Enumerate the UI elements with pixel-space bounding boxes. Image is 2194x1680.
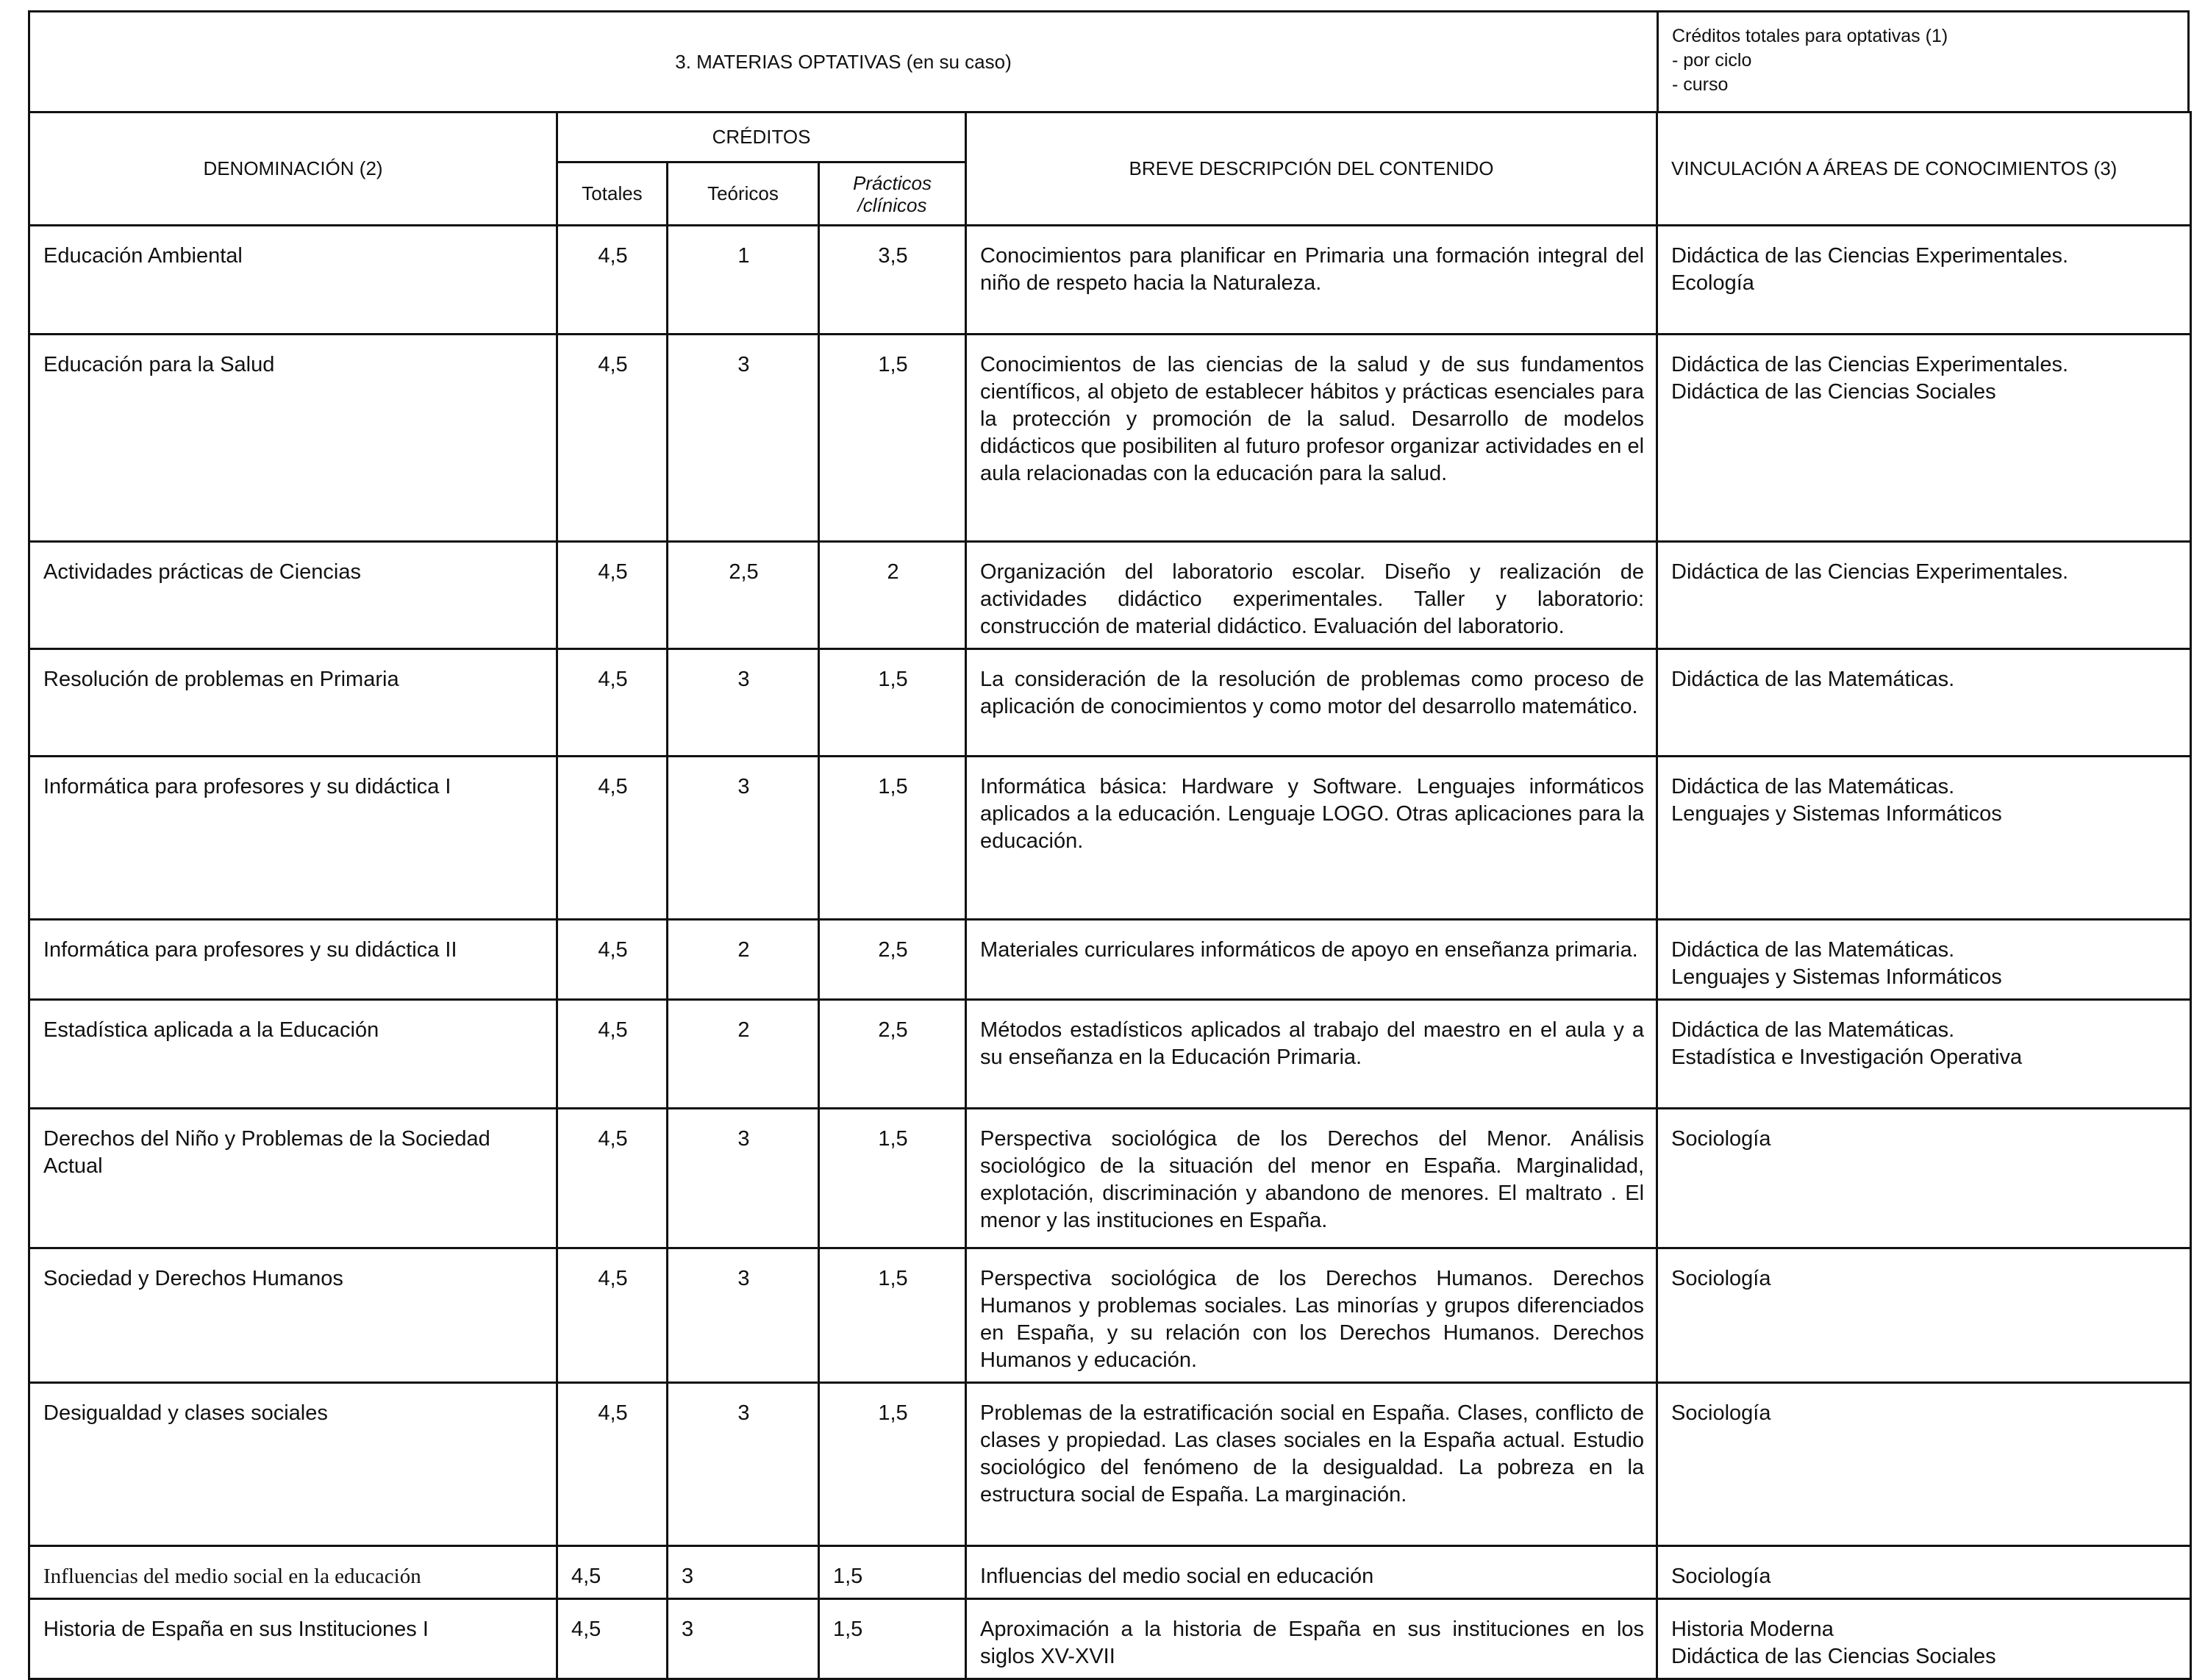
area-item: Ecología <box>1671 271 1754 295</box>
table-row <box>29 649 2191 757</box>
descripcion-contenido: Organización del laboratorio escolar. Diseño y realización de actividades didáctico experimentales. Taller y laboratorio: construcción de material didáctico. Evaluación del laboratorio. <box>966 542 1657 649</box>
descripcion-contenido: Materiales curriculares informáticos de apoyo en enseñanza primaria. <box>966 920 1657 1000</box>
creditos-practicos: 2 <box>819 542 966 649</box>
area-item: Sociología <box>1671 1565 1771 1588</box>
table-row <box>29 1599 2191 1679</box>
creditos-totales: 4,5 <box>557 1599 668 1679</box>
area-item: Didáctica de las Ciencias Experimentales. <box>1671 244 2069 268</box>
table-row <box>29 1546 2191 1599</box>
header-practicos-line1: Prácticos <box>853 171 932 194</box>
creditos-totales: 4,5 <box>557 542 668 649</box>
creditos-teoricos: 2,5 <box>668 542 819 649</box>
area-item: Didáctica de las Ciencias Experimentales. <box>1671 353 2069 376</box>
areas-conocimiento <box>1657 757 2191 920</box>
creditos-teoricos: 3 <box>668 757 819 920</box>
materia-name: Educación Ambiental <box>29 226 557 335</box>
areas-conocimiento <box>1657 335 2191 542</box>
section-title: 3. MATERIAS OPTATIVAS (en su caso) <box>30 12 1659 111</box>
descripcion-contenido: La consideración de la resolución de problemas como proceso de aplicación de conocimientos y como motor del desarrollo matemático. <box>966 649 1657 757</box>
table-row <box>29 920 2191 1000</box>
areas-conocimiento <box>1657 1000 2191 1109</box>
table-row <box>29 335 2191 542</box>
creditos-totales: 4,5 <box>557 335 668 542</box>
creditos-totales: 4,5 <box>557 649 668 757</box>
table-row <box>29 1248 2191 1383</box>
creditos-totales: 4,5 <box>557 1109 668 1248</box>
table-row <box>29 1000 2191 1109</box>
header-descripcion: BREVE DESCRIPCIÓN DEL CONTENIDO <box>966 112 1657 226</box>
creditos-totales: 4,5 <box>557 226 668 335</box>
materia-name: Resolución de problemas en Primaria <box>29 649 557 757</box>
creditos-practicos: 2,5 <box>819 1000 966 1109</box>
areas-conocimiento <box>1657 920 2191 1000</box>
area-item: Sociología <box>1671 1401 1771 1425</box>
table-row <box>29 1383 2191 1546</box>
descripcion-contenido: Perspectiva sociológica de los Derechos del Menor. Análisis sociológico de la situación del menor en España. Marginalidad, explotación, discriminación y abandono de menores. El maltrato . El menor y las instituciones en España. <box>966 1109 1657 1248</box>
credits-summary <box>1659 12 2187 111</box>
descripcion-contenido: Conocimientos de las ciencias de la salud y de sus fundamentos científicos, al objeto de establecer hábitos y prácticas esenciales para la protección y promoción de la salud. Desarrollo de modelos didácticos que posibiliten al futuro profesor organizar actividades en el aula relacionadas con la educación para la salud. <box>966 335 1657 542</box>
credits-title: Créditos totales para optativas (1) <box>1672 26 1948 46</box>
credits-curso: - curso <box>1672 74 1729 95</box>
areas-conocimiento <box>1657 1109 2191 1248</box>
materia-name: Influencias del medio social en la educación <box>29 1546 557 1599</box>
areas-conocimiento <box>1657 1546 2191 1599</box>
area-item: Didáctica de las Ciencias Sociales <box>1671 380 1996 404</box>
creditos-teoricos: 3 <box>668 1248 819 1383</box>
area-item: Sociología <box>1671 1127 1771 1151</box>
area-item: Didáctica de las Ciencias Experimentales. <box>1671 560 2069 584</box>
areas-conocimiento <box>1657 542 2191 649</box>
area-item: Sociología <box>1671 1267 1771 1290</box>
descripcion-contenido: Perspectiva sociológica de los Derechos Humanos. Derechos Humanos y problemas sociales. Las minorías y grupos diferenciados en España, y su relación con los Derechos Humanos. Derechos Humanos y educación. <box>966 1248 1657 1383</box>
area-item: Estadística e Investigación Operativa <box>1671 1045 2023 1069</box>
descripcion-contenido: Métodos estadísticos aplicados al trabajo del maestro en el aula y a su enseñanza en la Educación Primaria. <box>966 1000 1657 1109</box>
area-item: Historia Moderna <box>1671 1618 1834 1641</box>
area-item: Didáctica de las Matemáticas. <box>1671 1018 1955 1042</box>
creditos-totales: 4,5 <box>557 1383 668 1546</box>
table-row <box>29 757 2191 920</box>
creditos-teoricos: 3 <box>668 649 819 757</box>
table-row <box>29 542 2191 649</box>
credits-por-ciclo: - por ciclo <box>1672 50 1752 71</box>
creditos-practicos: 2,5 <box>819 920 966 1000</box>
areas-conocimiento <box>1657 1383 2191 1546</box>
header-vinculacion: VINCULACIÓN A ÁREAS DE CONOCIMIENTOS (3) <box>1657 112 2191 226</box>
creditos-practicos: 1,5 <box>819 1546 966 1599</box>
materia-name: Derechos del Niño y Problemas de la Sociedad Actual <box>29 1109 557 1248</box>
header-teoricos: Teóricos <box>668 162 819 226</box>
creditos-totales: 4,5 <box>557 1546 668 1599</box>
creditos-teoricos: 3 <box>668 335 819 542</box>
creditos-practicos: 1,5 <box>819 1383 966 1546</box>
table-row <box>29 226 2191 335</box>
area-item: Didáctica de las Ciencias Sociales <box>1671 1645 1996 1668</box>
descripcion-contenido: Aproximación a la historia de España en sus instituciones en los siglos XV-XVII <box>966 1599 1657 1679</box>
creditos-practicos: 1,5 <box>819 1248 966 1383</box>
creditos-totales: 4,5 <box>557 920 668 1000</box>
creditos-teoricos: 3 <box>668 1383 819 1546</box>
title-band <box>28 10 2190 113</box>
materia-name: Historia de España en sus Instituciones I <box>29 1599 557 1679</box>
header-practicos <box>819 162 966 226</box>
creditos-practicos: 3,5 <box>819 226 966 335</box>
creditos-totales: 4,5 <box>557 1000 668 1109</box>
creditos-teoricos: 1 <box>668 226 819 335</box>
materia-name: Sociedad y Derechos Humanos <box>29 1248 557 1383</box>
materias-table <box>28 111 2192 1680</box>
creditos-teoricos: 3 <box>668 1546 819 1599</box>
creditos-practicos: 1,5 <box>819 335 966 542</box>
area-item: Didáctica de las Matemáticas. <box>1671 775 1955 798</box>
creditos-teoricos: 2 <box>668 1000 819 1109</box>
area-item: Lenguajes y Sistemas Informáticos <box>1671 802 2002 826</box>
optativas-sheet <box>28 10 2190 1668</box>
header-denominacion: DENOMINACIÓN (2) <box>29 112 557 226</box>
areas-conocimiento <box>1657 1248 2191 1383</box>
materia-name: Desigualdad y clases sociales <box>29 1383 557 1546</box>
areas-conocimiento <box>1657 226 2191 335</box>
materia-name: Actividades prácticas de Ciencias <box>29 542 557 649</box>
creditos-teoricos: 3 <box>668 1599 819 1679</box>
areas-conocimiento <box>1657 1599 2191 1679</box>
creditos-teoricos: 2 <box>668 920 819 1000</box>
creditos-practicos: 1,5 <box>819 757 966 920</box>
materia-name: Educación para la Salud <box>29 335 557 542</box>
materia-name: Informática para profesores y su didáctica II <box>29 920 557 1000</box>
creditos-practicos: 1,5 <box>819 649 966 757</box>
header-practicos-line2: /clínicos <box>857 193 927 216</box>
area-item: Didáctica de las Matemáticas. <box>1671 668 1955 691</box>
creditos-teoricos: 3 <box>668 1109 819 1248</box>
materia-name: Estadística aplicada a la Educación <box>29 1000 557 1109</box>
descripcion-contenido: Conocimientos para planificar en Primaria una formación integral del niño de respeto hacia la Naturaleza. <box>966 226 1657 335</box>
descripcion-contenido: Influencias del medio social en educación <box>966 1546 1657 1599</box>
materia-name: Informática para profesores y su didáctica I <box>29 757 557 920</box>
area-item: Lenguajes y Sistemas Informáticos <box>1671 965 2002 989</box>
table-row <box>29 1109 2191 1248</box>
creditos-totales: 4,5 <box>557 757 668 920</box>
area-item: Didáctica de las Matemáticas. <box>1671 938 1955 962</box>
creditos-practicos: 1,5 <box>819 1109 966 1248</box>
descripcion-contenido: Problemas de la estratificación social en España. Clases, conflicto de clases y propiedad. Las clases sociales en la España actual. Estudio sociológico del fenómeno de la desigualdad. La pobreza en la estructura social de España. La marginación. <box>966 1383 1657 1546</box>
creditos-totales: 4,5 <box>557 1248 668 1383</box>
creditos-practicos: 1,5 <box>819 1599 966 1679</box>
areas-conocimiento <box>1657 649 2191 757</box>
descripcion-contenido: Informática básica: Hardware y Software. Lenguajes informáticos aplicados a la educación. Lenguaje LOGO. Otras aplicaciones para la educación. <box>966 757 1657 920</box>
header-totales: Totales <box>557 162 668 226</box>
header-creditos: CRÉDITOS <box>557 112 966 162</box>
